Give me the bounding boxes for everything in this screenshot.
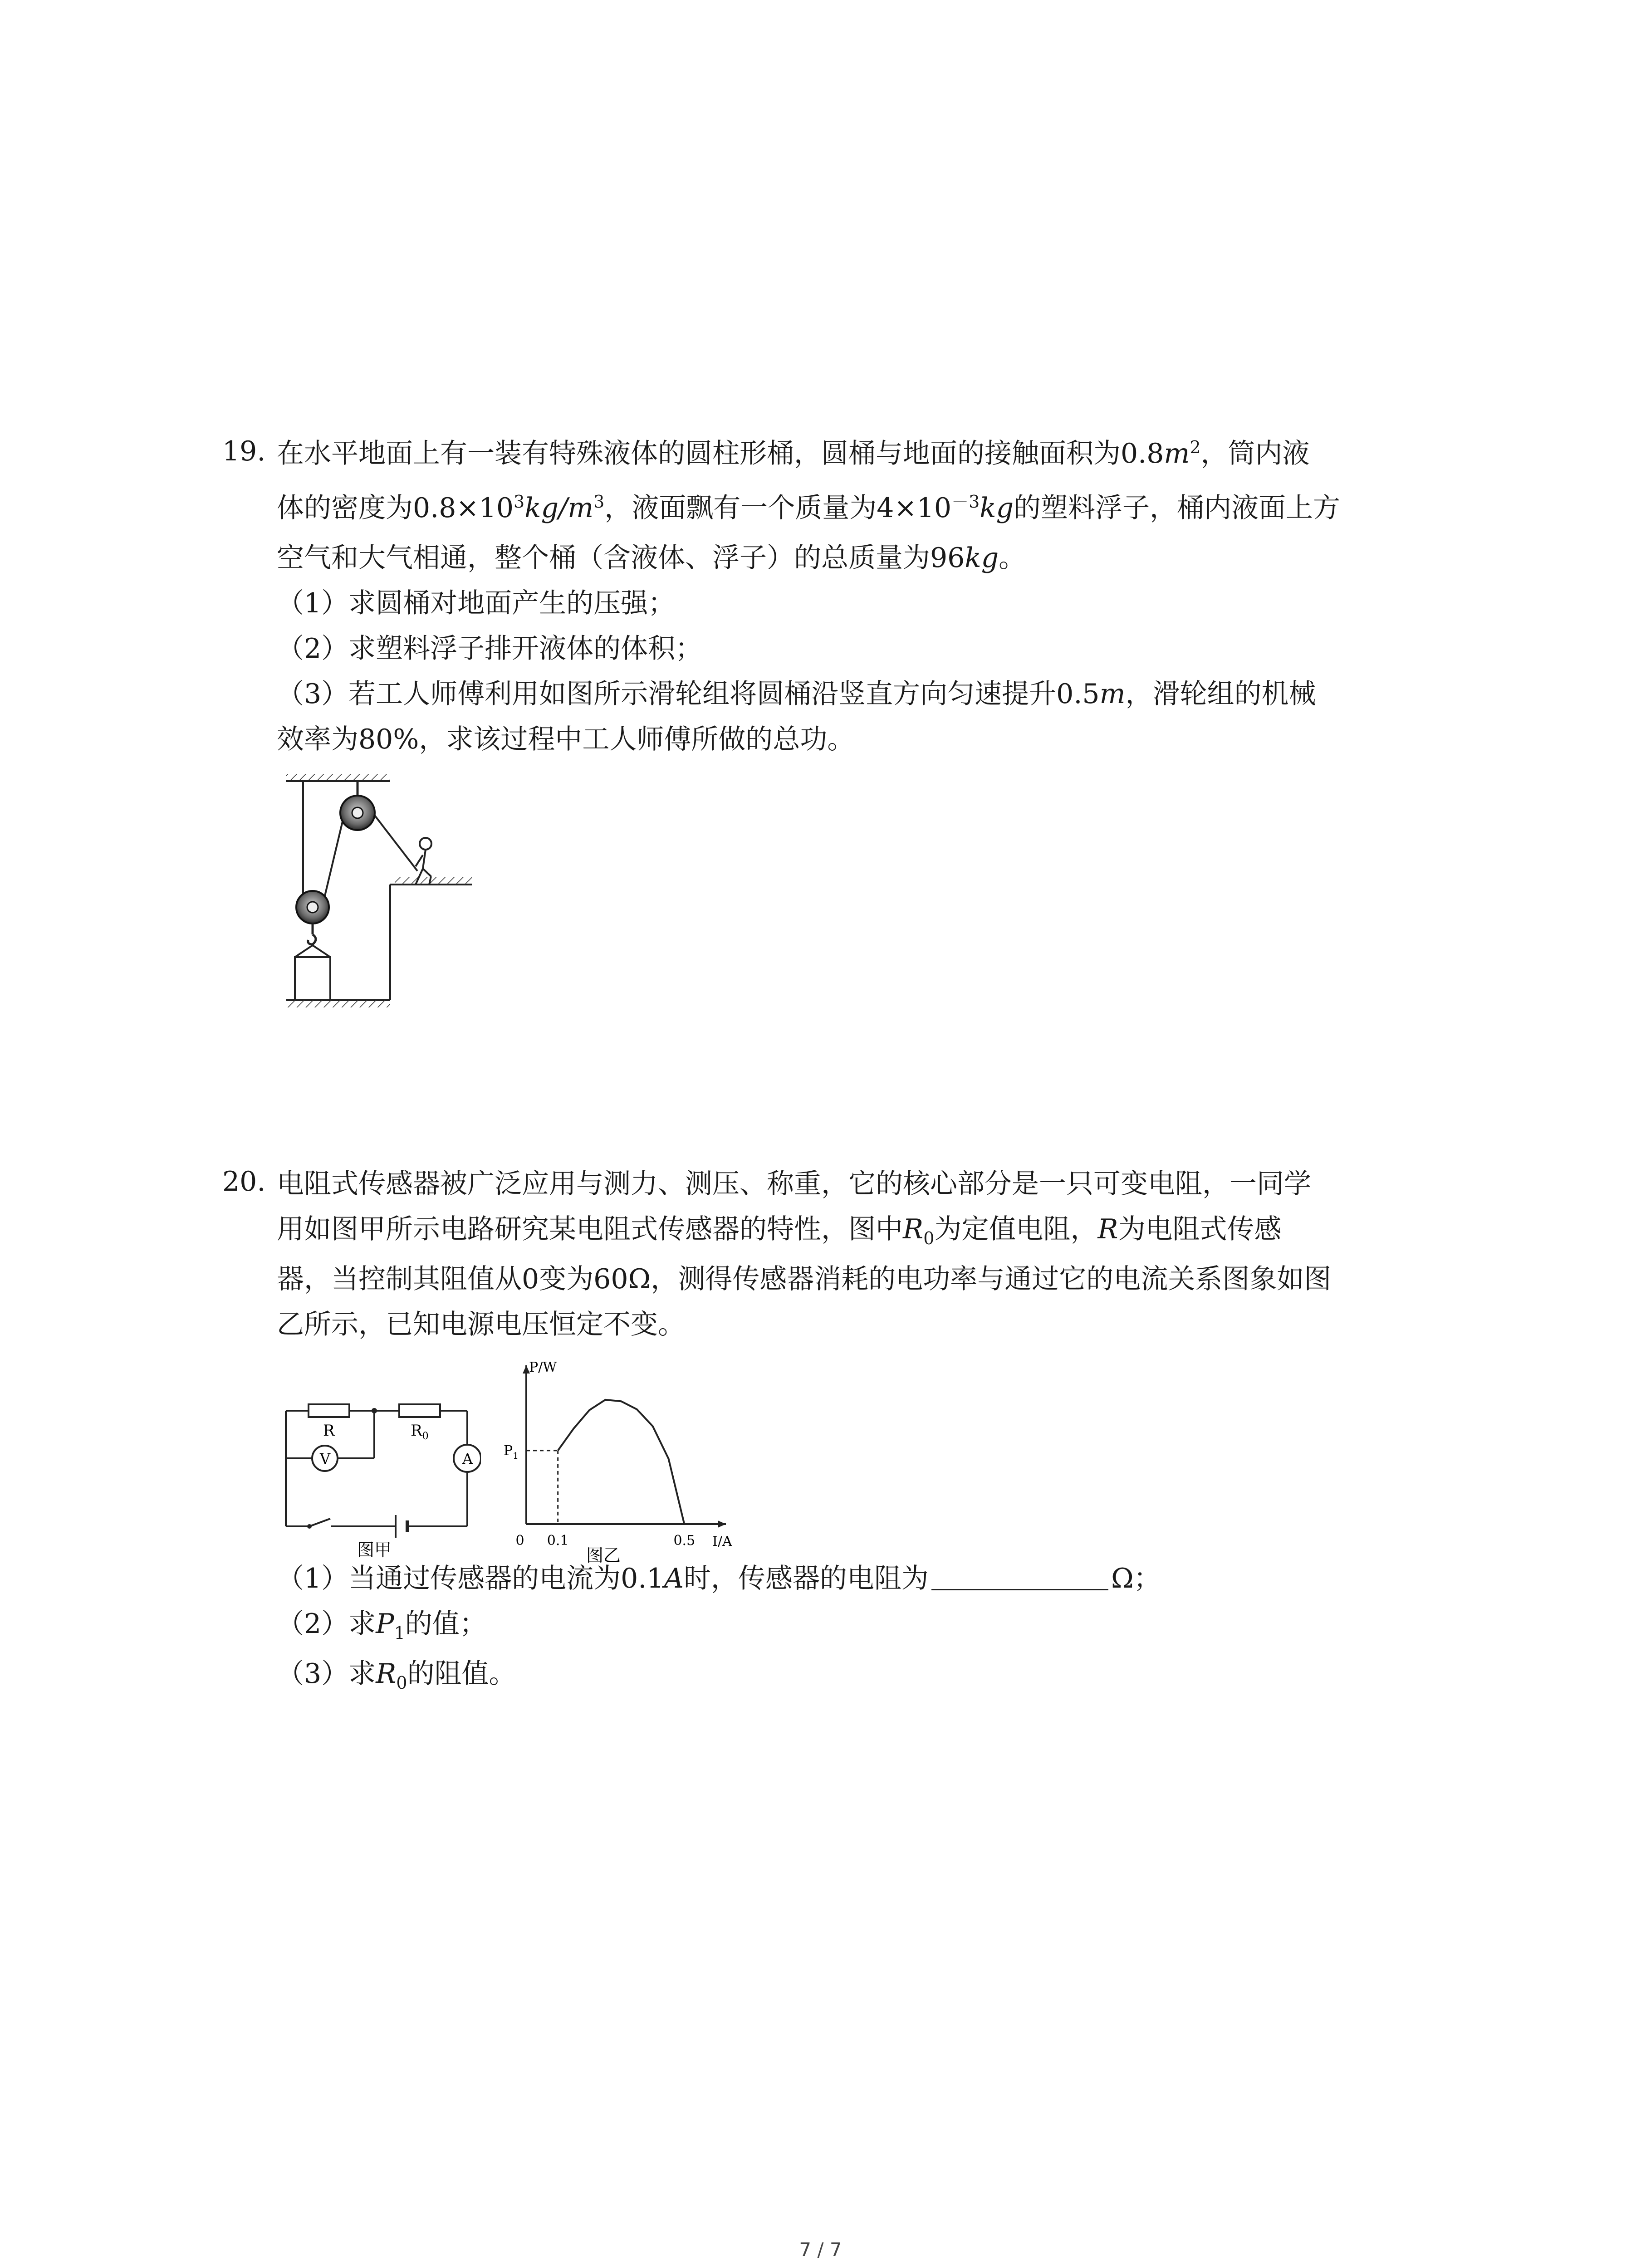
chart-marks: [526, 1400, 684, 1524]
circuit-diagram: [272, 1379, 481, 1565]
answer-blank[interactable]: [931, 1564, 1108, 1590]
battery-icon: [396, 1515, 407, 1538]
bucket-box: [295, 957, 330, 1000]
x-axis-arrow: [718, 1520, 726, 1528]
y-axis-label: P/W: [529, 1359, 557, 1375]
q20-line-2: 用如图甲所示电路研究某电阻式传感器的特性，图中$R_0$为定值电阻，R为电阻式传感: [277, 1213, 1282, 1248]
ground-hatch: [286, 1000, 390, 1007]
x-axis-label: I/A: [712, 1534, 732, 1549]
power-current-chart: [499, 1352, 753, 1565]
q19-line-3: 空气和大气相通，整个桶（含液体、浮子）的总质量为96kg。: [277, 542, 1026, 574]
svg-text:A: A: [462, 1450, 473, 1467]
x-tick-label: 0.1: [547, 1533, 569, 1549]
series-line: [558, 1400, 685, 1524]
q19-sub-2: （2）求塑料浮子排开液体的体积；: [277, 633, 703, 665]
label-r0: $R_0$: [411, 1422, 429, 1442]
switch-icon: [307, 1519, 330, 1529]
q20-line-1: 电阻式传感器被广泛应用与测力、测压、称重，它的核心部分是一只可变电阻，一同学: [277, 1168, 1311, 1200]
resistor-r: [309, 1404, 349, 1417]
q20-sub-1: （1）当通过传感器的电流为0.1A时，传感器的电阻为 Ω；: [277, 1563, 1161, 1594]
resistor-r0: [399, 1404, 440, 1417]
q19-sub-3: （3）若工人师傅利用如图所示滑轮组将圆桶沿竖直方向匀速提升0.5m，滑轮组的机械: [277, 678, 1316, 710]
svg-text:V: V: [320, 1450, 331, 1467]
q19-line-2: 体的密度为$0.8\times 10^3kg/m^3$，液面飘有一个质量为$4\times 10^{-3}kg$的塑料浮子，桶内液面上方: [277, 492, 1341, 524]
q19-line-1: 在水平地面上有一装有特殊液体的圆柱形桶，圆桶与地面的接触面积为$0.8m^2$，筒内液: [277, 437, 1310, 469]
chart-axes: [504, 1359, 732, 1565]
chart-caption: 图乙: [586, 1545, 621, 1565]
question-19-number: 19.: [222, 435, 266, 467]
q19-sub-3-cont: 效率为80%，求该过程中工人师傅所做的总功。: [277, 723, 855, 755]
x-tick-label: 0.5: [673, 1533, 696, 1549]
question-20-number: 20.: [222, 1166, 266, 1198]
ceiling-hatch: [286, 774, 390, 781]
platform-hatch: [395, 877, 472, 885]
x-tick-label: 0: [515, 1533, 524, 1549]
circuit-caption: 图甲: [357, 1540, 392, 1560]
page-number: 7 / 7: [799, 2239, 842, 2261]
y-tick-label-p1: $P_1$: [504, 1442, 519, 1461]
pulley-figure: [281, 771, 481, 1012]
label-r: R: [323, 1422, 335, 1440]
q19-sub-1: （1）求圆桶对地面产生的压强；: [277, 587, 676, 619]
q20-line-3: 器，当控制其阻值从0变为60Ω，测得传感器消耗的电功率与通过它的电流关系图象如图: [277, 1263, 1332, 1295]
q20-sub-2: （2）求$P_1$的值；: [277, 1608, 487, 1643]
q20-sub-3: （3）求$R_0$的阻值。: [277, 1658, 516, 1693]
q20-line-4: 乙所示，已知电源电压恒定不变。: [277, 1309, 685, 1340]
